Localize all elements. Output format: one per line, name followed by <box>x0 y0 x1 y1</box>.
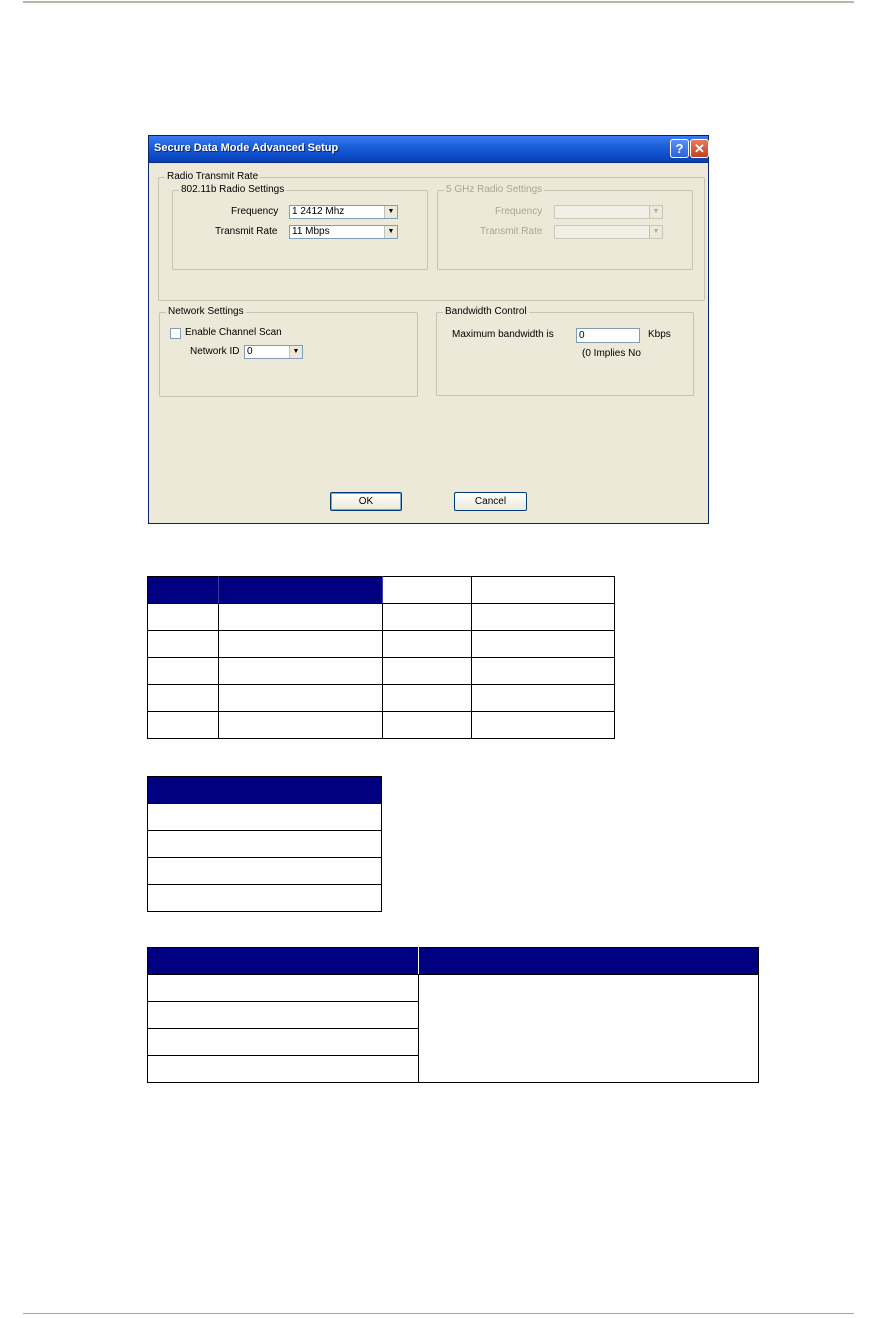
max-bandwidth-input[interactable]: 0 <box>576 328 640 343</box>
table-cell <box>148 831 382 858</box>
5ghz-frequency-select[interactable] <box>554 205 663 219</box>
dialog-title: Secure Data Mode Advanced Setup <box>154 142 339 154</box>
bandwidth-control-label: Bandwidth Control <box>445 306 527 317</box>
frequency-label: Frequency <box>231 206 279 217</box>
table-cell <box>148 604 219 631</box>
chevron-down-icon: ▼ <box>384 206 397 218</box>
table-cell <box>383 658 472 685</box>
table-cell <box>472 604 615 631</box>
table-header-row <box>148 577 615 604</box>
chevron-down-icon: ▼ <box>289 346 302 358</box>
settings-table-3 <box>147 947 759 1083</box>
table-row <box>148 712 615 739</box>
network-settings-group <box>159 306 418 397</box>
bandwidth-control-group <box>436 306 694 396</box>
table-cell <box>219 658 383 685</box>
table-row <box>148 804 382 831</box>
table-row <box>148 975 759 1002</box>
table-cell <box>148 975 419 1002</box>
table-row <box>148 604 615 631</box>
table-row <box>148 685 615 712</box>
table-row <box>148 658 615 685</box>
table-cell <box>383 604 472 631</box>
table-row <box>148 631 615 658</box>
frequency-select[interactable] <box>289 205 398 219</box>
5ghz-frequency-label: Frequency <box>495 206 543 217</box>
table-cell <box>148 1056 419 1083</box>
table-cell <box>219 712 383 739</box>
table-row <box>148 885 382 912</box>
enable-channel-scan-checkbox[interactable] <box>170 328 181 339</box>
table-header-row <box>148 948 759 975</box>
cancel-button[interactable]: Cancel <box>454 492 527 511</box>
transmit-rate-label: Transmit Rate <box>215 226 278 237</box>
chevron-down-icon: ▼ <box>384 226 397 238</box>
b-radio-settings-group <box>172 184 428 270</box>
table-cell <box>472 631 615 658</box>
header-cell <box>219 577 383 604</box>
network-id-label: Network ID <box>190 346 240 357</box>
header-rule <box>23 1 854 3</box>
table-merged-cell <box>419 975 759 1083</box>
table-cell <box>383 712 472 739</box>
table-cell <box>148 712 219 739</box>
table-row <box>148 858 382 885</box>
title-bar[interactable] <box>149 136 708 163</box>
network-id-value: 0 <box>247 346 253 357</box>
table-cell <box>148 1002 419 1029</box>
table-cell <box>472 658 615 685</box>
table-cell <box>219 631 383 658</box>
settings-table-1 <box>147 576 615 739</box>
5ghz-transmit-rate-select[interactable] <box>554 225 663 239</box>
chevron-down-icon: ▼ <box>649 226 662 238</box>
table-cell <box>148 858 382 885</box>
network-id-select[interactable] <box>244 345 303 359</box>
chevron-down-icon: ▼ <box>649 206 662 218</box>
header-cell <box>383 577 472 604</box>
header-cell <box>472 577 615 604</box>
table-cell <box>148 885 382 912</box>
table-header-row <box>148 777 382 804</box>
radio-transmit-rate-label: Radio Transmit Rate <box>167 171 259 182</box>
settings-table-2 <box>147 776 382 912</box>
bandwidth-note: (0 Implies No <box>582 348 641 359</box>
table-cell <box>219 604 383 631</box>
help-button[interactable]: ? <box>670 139 689 158</box>
bandwidth-unit: Kbps <box>648 329 671 340</box>
table-row <box>148 831 382 858</box>
advanced-setup-dialog <box>148 135 709 524</box>
table-cell <box>383 685 472 712</box>
table-cell <box>148 685 219 712</box>
close-button[interactable]: ✕ <box>690 139 709 158</box>
5ghz-radio-settings-label: 5 GHz Radio Settings <box>446 184 543 195</box>
table-cell <box>472 712 615 739</box>
b-radio-settings-label: 802.11b Radio Settings <box>181 184 285 195</box>
ok-button[interactable]: OK <box>330 492 402 511</box>
table-cell <box>148 804 382 831</box>
table-cell <box>472 685 615 712</box>
transmit-rate-select[interactable] <box>289 225 398 239</box>
network-settings-label: Network Settings <box>168 306 244 317</box>
transmit-rate-value: 11 Mbps <box>292 226 330 237</box>
5ghz-radio-settings-group <box>437 184 693 270</box>
table-cell <box>148 1029 419 1056</box>
table-cell <box>219 685 383 712</box>
table-cell <box>383 631 472 658</box>
radio-transmit-rate-group <box>158 171 705 301</box>
header-cell <box>148 948 419 975</box>
header-cell <box>148 777 382 804</box>
enable-channel-scan-label[interactable]: Enable Channel Scan <box>185 327 282 338</box>
table-cell <box>148 631 219 658</box>
header-cell <box>148 577 219 604</box>
header-cell <box>419 948 759 975</box>
max-bandwidth-label: Maximum bandwidth is <box>452 329 554 340</box>
table-cell <box>148 658 219 685</box>
footer-rule <box>23 1313 854 1314</box>
5ghz-transmit-rate-label: Transmit Rate <box>480 226 543 237</box>
frequency-value: 1 2412 Mhz <box>292 206 345 217</box>
